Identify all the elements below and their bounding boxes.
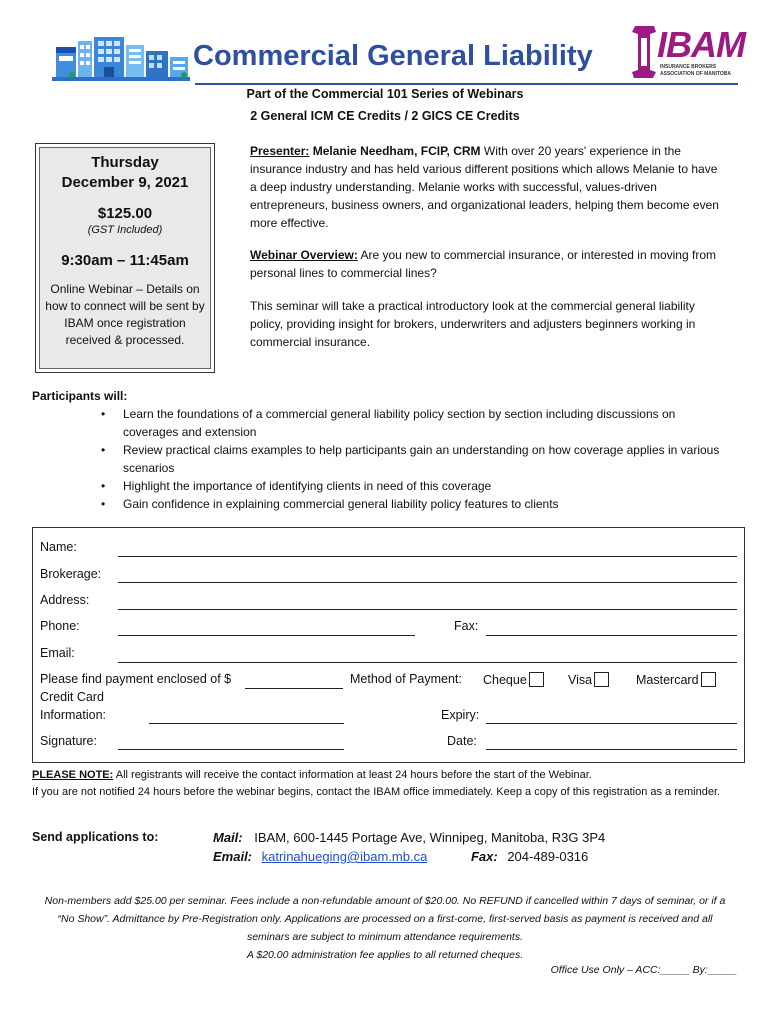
ibam-logo-subtext: INSURANCE BROKERS ASSOCIATION OF MANITOBA	[660, 64, 731, 77]
webinar-details-note: Online Webinar – Details on how to connect will be sent by IBAM once registration received & processed.	[45, 282, 205, 347]
list-item: • Highlight the importance of identifying clients in need of this coverage	[96, 477, 726, 495]
expiry-label: Expiry:	[441, 708, 480, 722]
list-item: • Review practical claims examples to help participants gain an understanding on how coverage applies in various scenarios	[96, 441, 726, 477]
name-label: Name:	[40, 540, 77, 554]
presenter-label: Presenter:	[250, 144, 310, 158]
email-link[interactable]: katrinahueging@ibam.mb.ca	[261, 849, 428, 864]
email-label: Email:	[40, 646, 75, 660]
overview-paragraph	[250, 246, 730, 282]
gst-note: (GST Included)	[87, 224, 163, 236]
expiry-field[interactable]	[486, 723, 737, 724]
event-date: December 9, 2021	[61, 174, 189, 191]
payment-amount-field[interactable]	[245, 688, 343, 689]
credit-card-information-label: Information:	[40, 708, 107, 722]
participants-list	[96, 405, 726, 513]
email-contact-label: Email:	[213, 849, 253, 864]
fax-number: 204-489-0316	[507, 849, 589, 864]
notification-text: If you are not notified 24 hours before the webinar begins, contact the IBAM office immediately. Keep a copy of this registration as a reminder.	[32, 786, 721, 798]
signature-field[interactable]	[118, 749, 344, 750]
mail-line	[213, 830, 605, 845]
visa-label: Visa	[568, 673, 593, 687]
please-note-paragraph	[32, 767, 732, 801]
ibam-mark-icon	[632, 26, 656, 78]
email-contact-line	[213, 849, 588, 864]
visa-option[interactable]	[568, 672, 609, 687]
fax-field[interactable]	[486, 635, 737, 636]
brokerage-label: Brokerage:	[40, 567, 102, 581]
cheque-checkbox[interactable]	[529, 672, 544, 687]
please-note-label: PLEASE NOTE:	[32, 769, 114, 781]
name-field[interactable]	[118, 556, 737, 557]
office-building-illustration	[52, 35, 190, 83]
document-title: Commercial General Liability	[193, 40, 593, 72]
date-field[interactable]	[486, 749, 737, 750]
date-label: Date:	[447, 734, 477, 748]
mastercard-checkbox[interactable]	[701, 672, 716, 687]
registration-form	[32, 527, 745, 763]
ibam-logo-text: IBAM	[657, 24, 745, 65]
send-applications-label: Send applications to:	[32, 830, 159, 844]
overview-label: Webinar Overview:	[250, 248, 358, 262]
method-of-payment-label: Method of Payment:	[350, 672, 462, 686]
phone-label: Phone:	[40, 619, 80, 633]
email-field[interactable]	[118, 662, 737, 663]
payment-amount-label: Please find payment enclosed of $	[40, 672, 232, 686]
phone-field[interactable]	[118, 635, 415, 636]
presenter-name: Melanie Needham, FCIP, CRM	[312, 144, 481, 158]
signature-label: Signature:	[40, 734, 97, 748]
credits-subtitle: 2 General ICM CE Credits / 2 GICS CE Credits	[250, 109, 520, 123]
address-label: Address:	[40, 593, 90, 607]
admin-fee-text: A $20.00 administration fee applies to all returned cheques.	[246, 949, 524, 961]
overview-text: Are you new to commercial insurance, or interested in moving from personal lines to commercial lines?	[250, 248, 716, 280]
mastercard-label: Mastercard	[636, 673, 699, 687]
list-item: • Gain confidence in explaining commercial general liability policy features to clients	[96, 495, 726, 513]
please-note-text: All registrants will receive the contact information at least 24 hours before the start of the Webinar.	[113, 769, 592, 781]
credit-card-label: Credit Card	[40, 690, 104, 704]
title-underline	[195, 83, 738, 85]
mastercard-option[interactable]	[636, 672, 716, 687]
seminar-description: This seminar will take a practical introductory look at the commercial general liability policy, providing insight for brokers, underwriters and adjusters beginners working in commercial insurance.	[250, 299, 696, 349]
ibam-logo	[632, 24, 745, 80]
fees-text: Non-members add $25.00 per seminar. Fees include a non-refundable amount of $20.00. No REFUND if cancelled within 7 days of seminar, or if a “No Show”. Admittance by Pre-Registration only. Applications are processed on a first-come, first-served basis as payment is received and all seminars are subject to minimum attendance requirements.	[44, 895, 726, 943]
event-price: $125.00	[97, 205, 153, 222]
office-use-only: Office Use Only – ACC:_____ By:_____	[550, 964, 737, 976]
address-field[interactable]	[118, 609, 737, 610]
event-info-box	[35, 143, 215, 373]
mail-label: Mail:	[213, 830, 243, 845]
presenter-paragraph	[250, 142, 725, 232]
event-time: 9:30am – 11:45am	[61, 252, 189, 269]
participants-heading: Participants will:	[32, 389, 128, 403]
fees-footer	[40, 892, 730, 964]
fax-contact-label: Fax:	[470, 849, 498, 864]
mail-address: IBAM, 600-1445 Portage Ave, Winnipeg, Manitoba, R3G 3P4	[254, 830, 606, 845]
presenter-bio: With over 20 years' experience in the insurance industry and has held various different positions which allows Melanie to have a deep industry understanding. Melanie works with successful, values-driven entrepreneurs, business owners, and organizational leaders, helping them become even more effective.	[250, 144, 719, 230]
series-subtitle: Part of the Commercial 101 Series of Webinars	[246, 87, 524, 101]
fax-label: Fax:	[454, 619, 479, 633]
cheque-label: Cheque	[483, 673, 527, 687]
list-item: • Learn the foundations of a commercial general liability policy section by section including discussions on coverages and extension	[96, 405, 726, 441]
credit-card-number-field[interactable]	[149, 723, 344, 724]
visa-checkbox[interactable]	[594, 672, 609, 687]
event-day: Thursday	[91, 154, 159, 171]
brokerage-field[interactable]	[118, 582, 737, 583]
cheque-option[interactable]	[483, 672, 544, 687]
